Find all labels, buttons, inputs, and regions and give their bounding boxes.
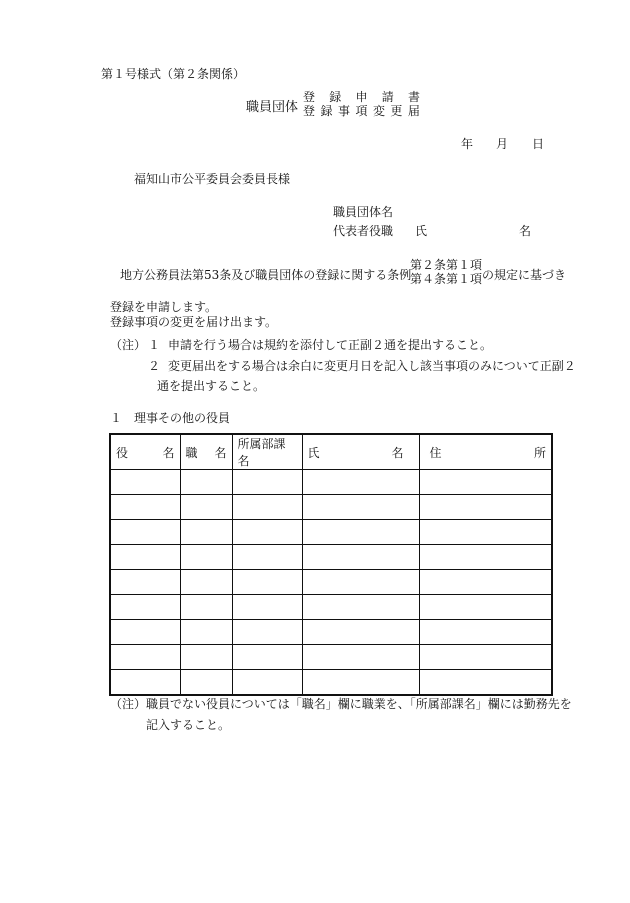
section-heading-officers: １ 理事その他の役員 xyxy=(110,411,231,425)
org-name-label: 職員団体名 xyxy=(333,205,394,219)
title-char: 録 xyxy=(329,90,342,104)
note-2-text-line2: 通を提出すること。 xyxy=(157,379,266,393)
cell-title[interactable] xyxy=(110,545,180,570)
cell-department[interactable] xyxy=(232,645,302,670)
cell-job[interactable] xyxy=(180,470,232,495)
cell-department[interactable] xyxy=(232,670,302,696)
table-row xyxy=(110,520,552,545)
cell-department[interactable] xyxy=(232,545,302,570)
title-char: 録 xyxy=(320,104,333,118)
cell-job[interactable] xyxy=(180,520,232,545)
table-row xyxy=(110,570,552,595)
addressee: 福知山市公平委員会委員長様 xyxy=(134,172,291,186)
cell-address[interactable] xyxy=(419,595,552,620)
table-row xyxy=(110,620,552,645)
cell-department[interactable] xyxy=(232,495,302,520)
table-row xyxy=(110,470,552,495)
cell-address[interactable] xyxy=(419,520,552,545)
cell-address[interactable] xyxy=(419,645,552,670)
header-name: 氏 名 xyxy=(302,434,419,470)
table-row xyxy=(110,645,552,670)
title-char: 更 xyxy=(390,104,403,118)
name-label-left: 氏 xyxy=(415,224,428,238)
table-row xyxy=(110,595,552,620)
title-char: 変 xyxy=(372,104,385,118)
cell-address[interactable] xyxy=(419,470,552,495)
cell-name[interactable] xyxy=(302,495,419,520)
cell-name[interactable] xyxy=(302,645,419,670)
date-month: 月 xyxy=(496,137,509,151)
cell-name[interactable] xyxy=(302,470,419,495)
cell-title[interactable] xyxy=(110,495,180,520)
cell-department[interactable] xyxy=(232,570,302,595)
cell-title[interactable] xyxy=(110,645,180,670)
table-row xyxy=(110,670,552,696)
header-department: 所属部課名 xyxy=(232,434,302,470)
cell-job[interactable] xyxy=(180,595,232,620)
cell-department[interactable] xyxy=(232,620,302,645)
cell-title[interactable] xyxy=(110,520,180,545)
clause-application: 第２条第１項 xyxy=(410,258,483,272)
cell-job[interactable] xyxy=(180,495,232,520)
cell-name[interactable] xyxy=(302,570,419,595)
footnote-line1: 職員でない役員については「職名」欄に職業を、「所属部課名」欄には勤務先を xyxy=(146,697,572,711)
statement-clauses xyxy=(410,258,482,286)
title-prefix: 職員団体 xyxy=(246,100,299,115)
title-char: 申 xyxy=(355,90,368,104)
cell-name[interactable] xyxy=(302,545,419,570)
name-label-right: 名 xyxy=(519,224,532,238)
table-header-row xyxy=(110,434,552,470)
title-line-change-notice xyxy=(303,104,420,118)
table-row xyxy=(110,495,552,520)
date-day: 日 xyxy=(532,137,545,151)
cell-name[interactable] xyxy=(302,520,419,545)
title-line-application xyxy=(303,90,420,118)
purpose-change: 登録事項の変更を届け出ます。 xyxy=(110,315,278,329)
title-char: 項 xyxy=(355,104,368,118)
purpose-apply: 登録を申請します。 xyxy=(110,300,218,314)
cell-job[interactable] xyxy=(180,620,232,645)
cell-name[interactable] xyxy=(302,670,419,696)
cell-address[interactable] xyxy=(419,495,552,520)
date-year: 年 xyxy=(461,137,474,151)
cell-department[interactable] xyxy=(232,470,302,495)
notes-label: （注） xyxy=(110,338,147,352)
cell-address[interactable] xyxy=(419,670,552,696)
note-2-text-line1: 変更届出をする場合は余白に変更月日を記入し該当事項のみについて正副２ xyxy=(168,359,576,373)
statement-prefix: 地方公務員法第53条及び職員団体の登録に関する条例 xyxy=(120,268,412,282)
cell-address[interactable] xyxy=(419,545,552,570)
cell-job[interactable] xyxy=(180,645,232,670)
footnote-label: （注） xyxy=(110,697,147,711)
representative-label: 代表者役職 xyxy=(333,224,394,238)
form-number: 第１号様式（第２条関係） xyxy=(101,67,246,81)
header-address: 住 所 xyxy=(419,434,552,470)
title-char: 書 xyxy=(407,90,420,104)
clause-change: 第４条第１項 xyxy=(410,272,483,286)
note-1-number: １ xyxy=(148,338,161,352)
note-1-text: 申請を行う場合は規約を添付して正副２通を提出すること。 xyxy=(168,338,493,352)
cell-name[interactable] xyxy=(302,620,419,645)
cell-title[interactable] xyxy=(110,570,180,595)
cell-address[interactable] xyxy=(419,620,552,645)
cell-title[interactable] xyxy=(110,595,180,620)
statement-suffix: の規定に基づき xyxy=(482,268,567,282)
cell-job[interactable] xyxy=(180,670,232,696)
title-char: 請 xyxy=(381,90,394,104)
note-2-number: ２ xyxy=(148,359,161,373)
table-row xyxy=(110,545,552,570)
footnote-line2: 記入すること。 xyxy=(146,718,231,732)
title-char: 事 xyxy=(337,104,350,118)
header-job: 職 名 xyxy=(180,434,232,470)
cell-department[interactable] xyxy=(232,595,302,620)
cell-title[interactable] xyxy=(110,470,180,495)
cell-title[interactable] xyxy=(110,620,180,645)
officers-table xyxy=(109,433,553,696)
cell-address[interactable] xyxy=(419,570,552,595)
cell-job[interactable] xyxy=(180,545,232,570)
cell-job[interactable] xyxy=(180,570,232,595)
title-char: 登 xyxy=(303,90,316,104)
title-char: 届 xyxy=(407,104,420,118)
cell-name[interactable] xyxy=(302,595,419,620)
cell-department[interactable] xyxy=(232,520,302,545)
header-title: 役 名 xyxy=(110,434,180,470)
title-char: 登 xyxy=(303,104,316,118)
cell-title[interactable] xyxy=(110,670,180,696)
